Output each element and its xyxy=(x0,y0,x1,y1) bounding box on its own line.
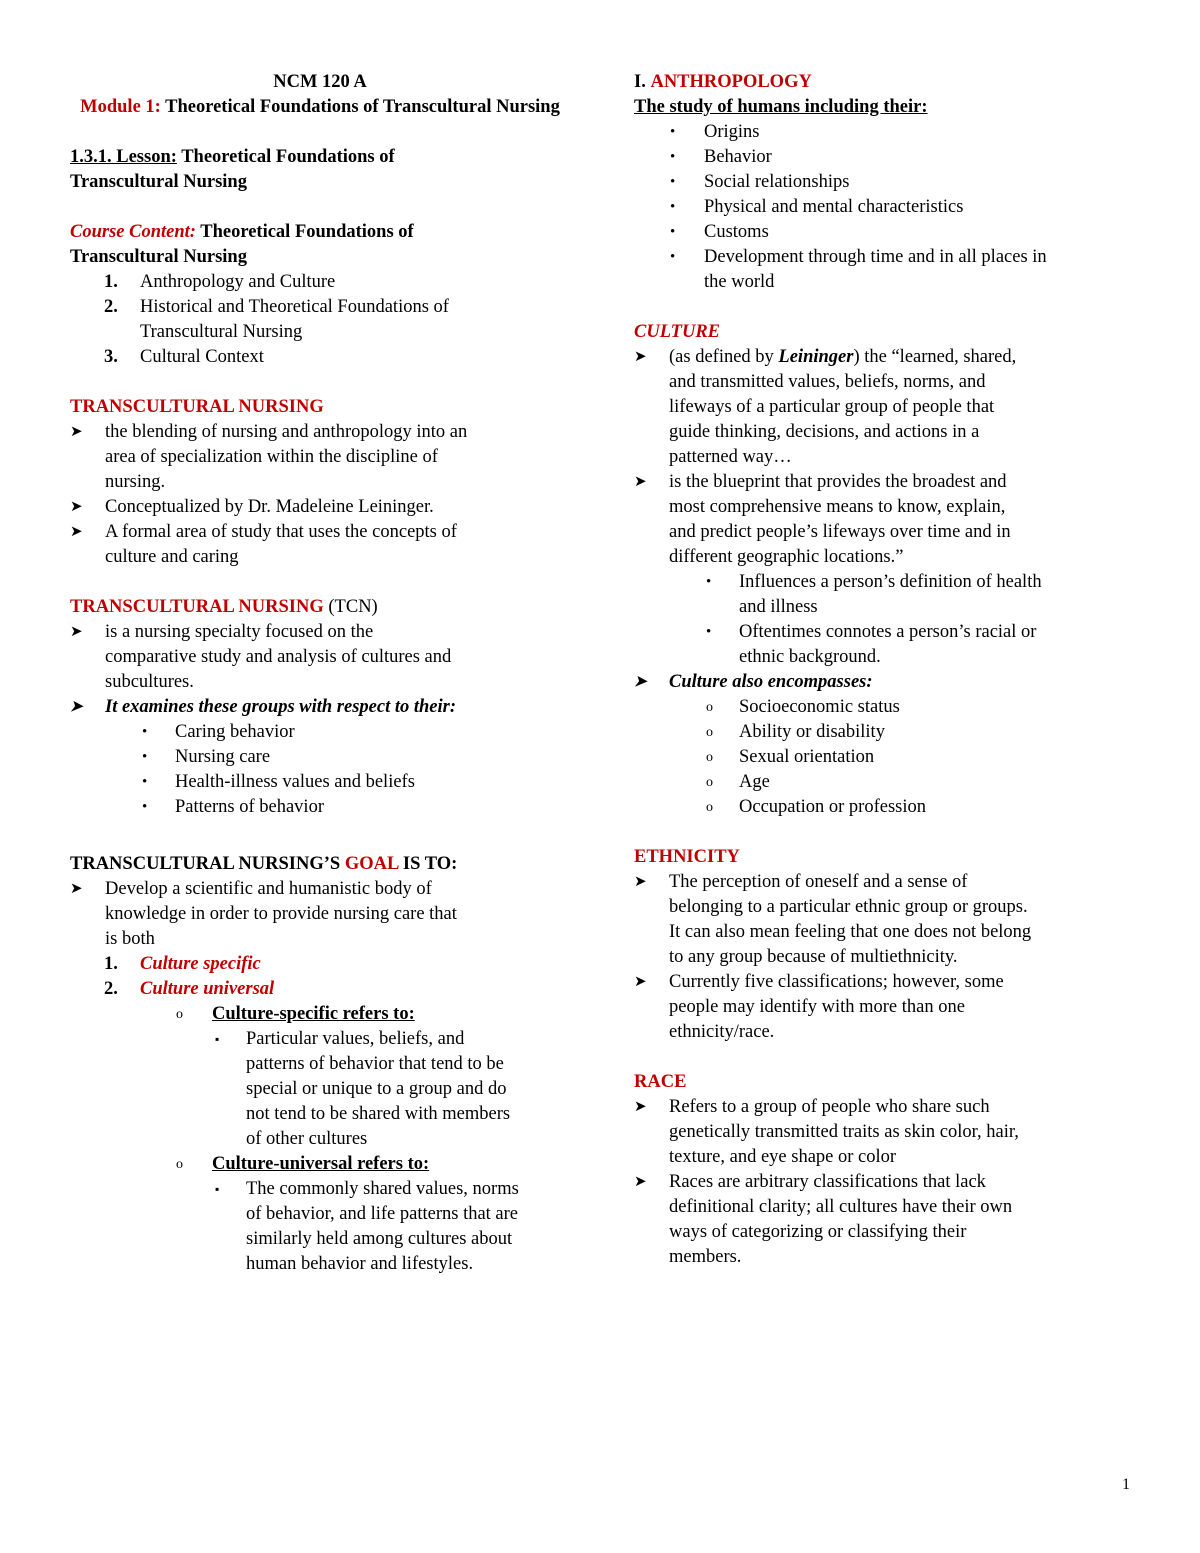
tcn2-bullet: • Nursing care xyxy=(70,745,570,770)
ethnicity-point: ➤ The perception of oneself and a sense of xyxy=(634,870,1134,895)
culture-definition-cont: lifeways of a particular group of people that xyxy=(669,397,995,417)
module-title xyxy=(70,95,570,120)
bullet-icon: • xyxy=(142,799,148,815)
arrow-bullet-icon: ➤ xyxy=(634,974,647,990)
bullet-icon: • xyxy=(670,199,676,215)
bullet-icon: • xyxy=(142,749,148,765)
ethnicity-point-cont: to any group because of multiethnicity. xyxy=(669,947,958,967)
encompass-item: o Socioeconomic status xyxy=(634,695,1134,720)
race-point: ➤ Refers to a group of people who share such xyxy=(634,1095,1134,1120)
ethnicity-point: ➤ Currently five classifications; however, some xyxy=(634,970,1134,995)
page-number: 1 xyxy=(1122,1476,1130,1493)
culture-bullet: • Oftentimes connotes a person’s racial or xyxy=(634,620,1134,645)
circle-bullet-icon: o xyxy=(706,700,713,715)
race-heading: RACE xyxy=(634,1072,687,1092)
module-label: Module 1: xyxy=(80,97,161,117)
culture-encompasses: ➤ Culture also encompasses: xyxy=(634,670,1134,695)
race-point-cont: members. xyxy=(669,1247,742,1267)
bullet-icon: • xyxy=(670,149,676,165)
culture-universal-label: o Culture-universal refers to: xyxy=(70,1152,570,1177)
culture-specific-def-cont: of other cultures xyxy=(246,1129,368,1149)
ethnicity-point-cont: ethnicity/race. xyxy=(669,1022,775,1042)
culture-definition-cont: guide thinking, decisions, and actions in a xyxy=(669,422,980,442)
bullet-icon: • xyxy=(142,724,148,740)
arrow-bullet-icon: ➤ xyxy=(634,1174,647,1190)
encompass-item: o Occupation or profession xyxy=(634,795,1134,820)
culture-heading: CULTURE xyxy=(634,322,721,342)
culture-bullet: • Influences a person’s definition of health xyxy=(634,570,1134,595)
ethnicity-point-cont: belonging to a particular ethnic group or groups. xyxy=(669,897,1028,917)
course-content-line2: Transcultural Nursing xyxy=(70,247,247,267)
arrow-bullet-icon: ➤ xyxy=(634,874,647,890)
tcn-point: ➤ the blending of nursing and anthropology into an xyxy=(70,420,570,445)
goal-point-cont: knowledge in order to provide nursing care that xyxy=(105,904,457,924)
tcn2-bullet: • Patterns of behavior xyxy=(70,795,570,820)
anthropology-item: • Behavior xyxy=(634,145,1134,170)
tcn2-point-cont: subcultures. xyxy=(105,672,194,692)
bullet-icon: • xyxy=(670,124,676,140)
course-item-continued: Transcultural Nursing xyxy=(140,322,303,342)
tcn2-bullet: • Health-illness values and beliefs xyxy=(70,770,570,795)
culture-blueprint: ➤ is the blueprint that provides the broadest and xyxy=(634,470,1134,495)
circle-bullet-icon: o xyxy=(706,775,713,790)
square-bullet-icon: ▪ xyxy=(215,1032,220,1046)
tcn-point: ➤ A formal area of study that uses the concepts of xyxy=(70,520,570,545)
module-title-text: Theoretical Foundations of Transcultural Nursing xyxy=(165,97,560,117)
course-item: 1. Anthropology and Culture xyxy=(104,272,336,292)
culture-specific-label: o Culture-specific refers to: xyxy=(70,1002,570,1027)
culture-definition-cont: and transmitted values, beliefs, norms, and xyxy=(669,372,986,392)
arrow-bullet-icon: ➤ xyxy=(70,699,83,715)
encompass-item: o Age xyxy=(634,770,1134,795)
tcn2-point: ➤ is a nursing specialty focused on the xyxy=(70,620,570,645)
arrow-bullet-icon: ➤ xyxy=(634,674,647,690)
goal-heading: TRANSCULTURAL NURSING’S GOAL IS TO: xyxy=(70,854,458,874)
tcn2-bullet: • Caring behavior xyxy=(70,720,570,745)
anthropology-item: • Physical and mental characteristics xyxy=(634,195,1134,220)
culture-definition: ➤ (as defined by Leininger) the “learned, shared, xyxy=(634,345,1134,370)
anthropology-item-cont: the world xyxy=(704,272,775,292)
lesson-title-line2: Transcultural Nursing xyxy=(70,172,247,192)
goal-item: 1. Culture specific xyxy=(104,954,261,974)
circle-bullet-icon: o xyxy=(706,725,713,740)
culture-blueprint-cont: different geographic locations.” xyxy=(669,547,904,567)
course-content-label: Course Content: xyxy=(70,222,196,242)
course-item: 2. Historical and Theoretical Foundations of xyxy=(104,297,449,317)
ethnicity-point-cont: It can also mean feeling that one does not belong xyxy=(669,922,1032,942)
race-point-cont: texture, and eye shape or color xyxy=(669,1147,897,1167)
goal-point-cont: is both xyxy=(105,929,155,949)
culture-universal-def-cont: similarly held among cultures about xyxy=(246,1229,513,1249)
culture-blueprint-cont: and predict people’s lifeways over time and in xyxy=(669,522,1011,542)
encompass-item: o Sexual orientation xyxy=(634,745,1134,770)
race-point-cont: ways of categorizing or classifying their xyxy=(669,1222,967,1242)
tcn-point: ➤ Conceptualized by Dr. Madeleine Leininger. xyxy=(70,495,570,520)
goal-item: 2. Culture universal xyxy=(104,979,275,999)
lesson-label: 1.3.1. Lesson: xyxy=(70,147,177,167)
bullet-icon: • xyxy=(706,624,712,640)
bullet-icon: • xyxy=(706,574,712,590)
culture-universal-def-cont: of behavior, and life patterns that are xyxy=(246,1204,519,1224)
arrow-bullet-icon: ➤ xyxy=(70,624,83,640)
anthropology-item: • Customs xyxy=(634,220,1134,245)
course-code: NCM 120 A xyxy=(273,72,367,92)
encompass-item: o Ability or disability xyxy=(634,720,1134,745)
culture-specific-def: ▪ Particular values, beliefs, and xyxy=(70,1027,570,1052)
goal-point: ➤ Develop a scientific and humanistic body of xyxy=(70,877,570,902)
circle-bullet-icon: o xyxy=(706,750,713,765)
culture-definition-cont: patterned way… xyxy=(669,447,792,467)
arrow-bullet-icon: ➤ xyxy=(634,349,647,365)
lesson-title-line1: Theoretical Foundations of xyxy=(181,147,395,167)
bullet-icon: • xyxy=(670,224,676,240)
tcn2-heading: TRANSCULTURAL NURSING (TCN) xyxy=(70,597,378,617)
culture-specific-def-cont: not tend to be shared with members xyxy=(246,1104,511,1124)
left-column xyxy=(70,70,570,1277)
anthropology-item: • Social relationships xyxy=(634,170,1134,195)
course-content-line1: Theoretical Foundations of xyxy=(200,222,414,242)
arrow-bullet-icon: ➤ xyxy=(634,1099,647,1115)
course-item: 3. Cultural Context xyxy=(104,347,264,367)
culture-blueprint-cont: most comprehensive means to know, explain, xyxy=(669,497,1006,517)
culture-specific-def-cont: patterns of behavior that tend to be xyxy=(246,1054,504,1074)
culture-bullet-cont: and illness xyxy=(739,597,818,617)
bullet-icon: • xyxy=(670,249,676,265)
ethnicity-heading: ETHNICITY xyxy=(634,847,740,867)
tcn-heading: TRANSCULTURAL NURSING xyxy=(70,397,324,417)
race-point-cont: definitional clarity; all cultures have their own xyxy=(669,1197,1013,1217)
square-bullet-icon: ▪ xyxy=(215,1182,220,1196)
anthropology-heading: I. ANTHROPOLOGY xyxy=(634,72,812,92)
culture-universal-def-cont: human behavior and lifestyles. xyxy=(246,1254,474,1274)
anthropology-item: • Origins xyxy=(634,120,1134,145)
anthropology-subheading: The study of humans including their: xyxy=(634,97,928,117)
arrow-bullet-icon: ➤ xyxy=(70,881,83,897)
tcn2-point-cont: comparative study and analysis of cultures and xyxy=(105,647,452,667)
right-column xyxy=(634,70,1134,1270)
circle-bullet-icon: o xyxy=(176,1157,183,1172)
arrow-bullet-icon: ➤ xyxy=(70,499,83,515)
bullet-icon: • xyxy=(670,174,676,190)
tcn-point-cont: nursing. xyxy=(105,472,166,492)
culture-specific-def-cont: special or unique to a group and do xyxy=(246,1079,507,1099)
arrow-bullet-icon: ➤ xyxy=(70,524,83,540)
culture-bullet-cont: ethnic background. xyxy=(739,647,881,667)
circle-bullet-icon: o xyxy=(706,800,713,815)
course-content-title xyxy=(70,220,570,245)
arrow-bullet-icon: ➤ xyxy=(70,424,83,440)
race-point-cont: genetically transmitted traits as skin color, hair, xyxy=(669,1122,1019,1142)
lesson-title xyxy=(70,145,570,170)
tcn-point-cont: culture and caring xyxy=(105,547,239,567)
race-point: ➤ Races are arbitrary classifications that lack xyxy=(634,1170,1134,1195)
tcn-point-cont: area of specialization within the discipline of xyxy=(105,447,438,467)
ethnicity-point-cont: people may identify with more than one xyxy=(669,997,965,1017)
arrow-bullet-icon: ➤ xyxy=(634,474,647,490)
circle-bullet-icon: o xyxy=(176,1007,183,1022)
anthropology-item: • Development through time and in all places in xyxy=(634,245,1134,270)
culture-universal-def: ▪ The commonly shared values, norms xyxy=(70,1177,570,1202)
bullet-icon: • xyxy=(142,774,148,790)
tcn2-examines: ➤ It examines these groups with respect to their: xyxy=(70,695,570,720)
